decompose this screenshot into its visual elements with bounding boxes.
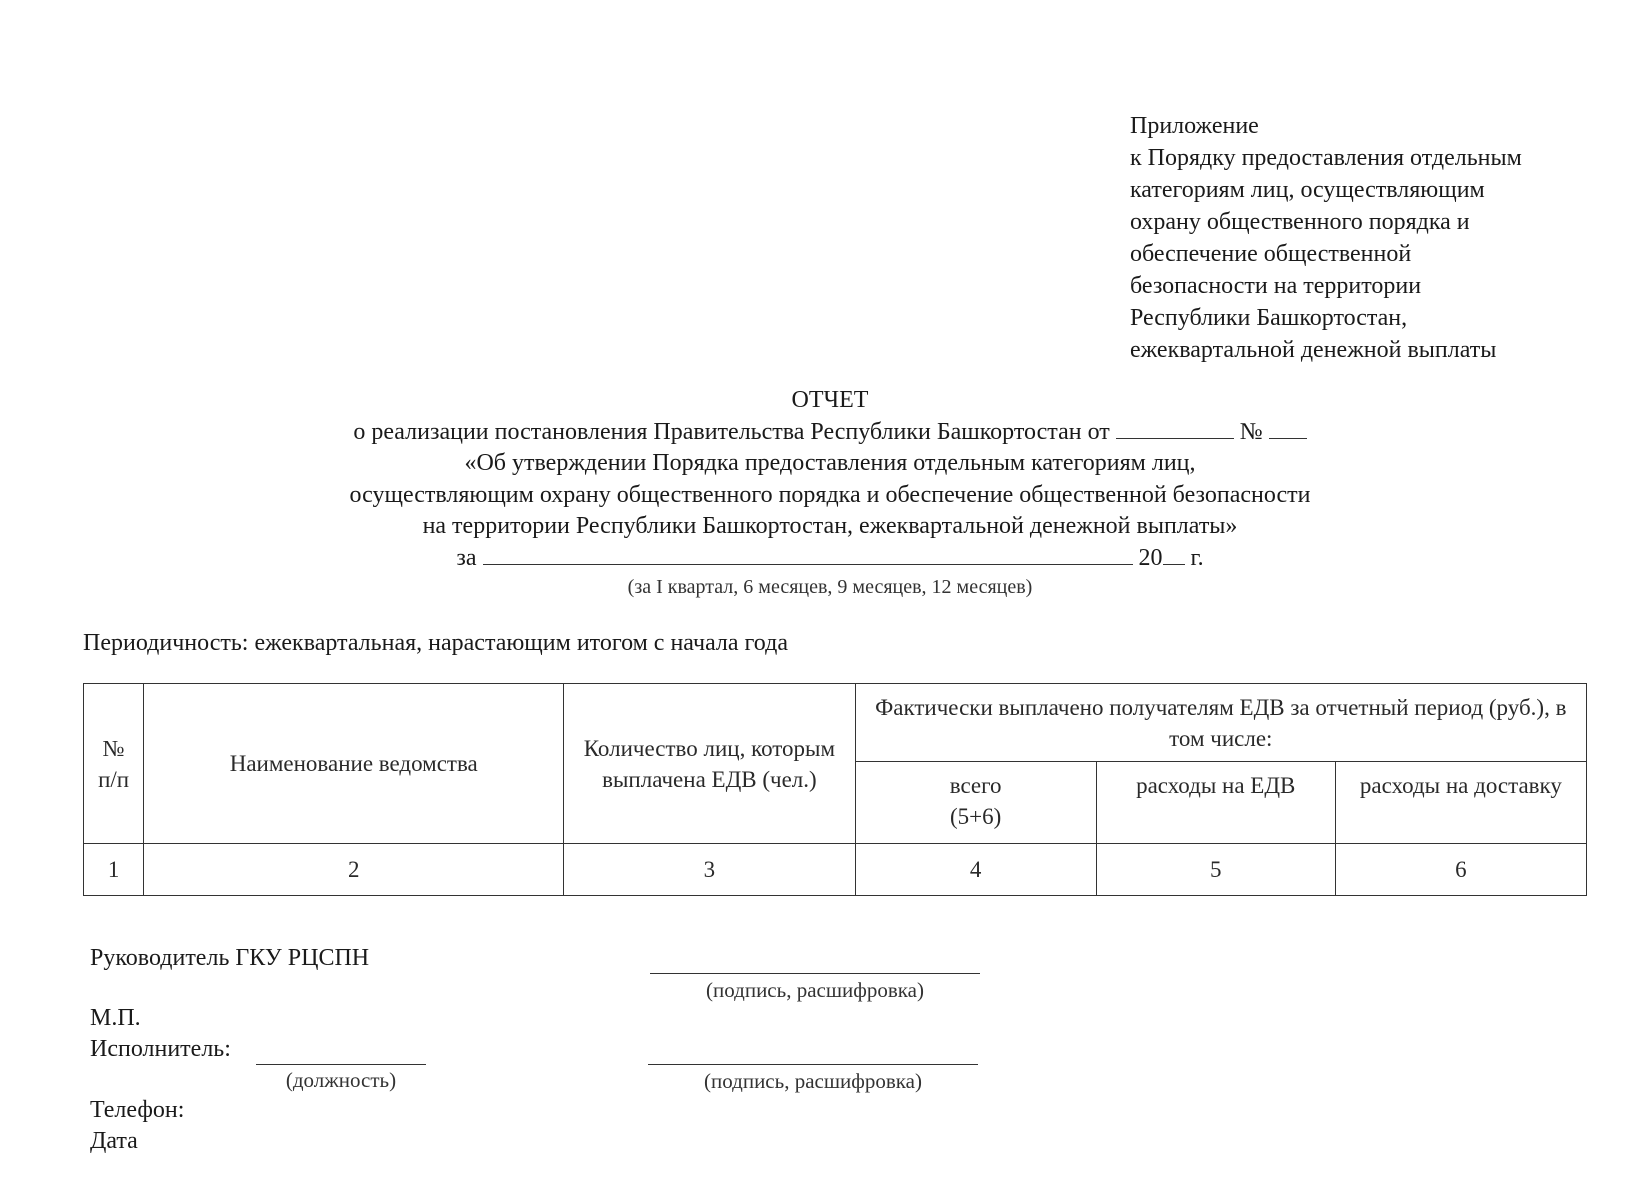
phone-label: Телефон: [90,1097,185,1123]
table-header-row [84,684,1587,762]
head-label: Руководитель ГКУ РЦСПН [90,945,370,971]
column-number-cell: 1 [84,844,144,896]
header-total-formula: (5+6) [949,804,1002,829]
header-delivery-expenses: расходы на доставку [1335,762,1586,844]
stamp-label: М.П. [90,1005,141,1031]
report-title-line-2: «Об утверждении Порядка предоставления отдельным категориям лиц, [464,450,1196,476]
year-prefix: 20 [1138,544,1163,571]
report-heading: ОТЧЕТ [791,387,869,413]
header-persons: Количество лиц, которым выплачена ЕДВ (чел.) [564,684,855,844]
header-edv-expenses: расходы на ЕДВ [1096,762,1335,844]
appendix-line: охрану общественного порядка и [1130,209,1470,235]
head-signature-line [650,973,980,974]
year-blank [1163,546,1185,565]
column-number-cell: 6 [1335,844,1586,896]
decree-number-blank [1269,420,1307,439]
header-total [855,762,1096,844]
header-num [84,684,144,844]
periodicity-text: Периодичность: ежеквартальная, нарастающим итогом с начала года [83,630,788,656]
year-suffix: г. [1190,544,1204,571]
column-number-cell: 4 [855,844,1096,896]
executor-signature-caption: (подпись, расшифровка) [704,1069,922,1093]
header-paid-group: Фактически выплачено получателям ЕДВ за отчетный период (руб.), в том числе: [855,684,1586,762]
report-title-block [200,385,1460,600]
date-label: Дата [90,1128,138,1154]
appendix-line: Приложение [1130,113,1259,139]
executor-signature-line [648,1064,978,1065]
appendix-line: к Порядку предоставления отдельным [1130,145,1522,171]
column-number-cell: 5 [1096,844,1335,896]
header-total-label: всего [949,773,1002,798]
table-row [84,844,1587,896]
appendix-line: Республики Башкортостан, [1130,305,1408,331]
appendix-line: безопасности на территории [1130,273,1422,299]
report-title-line-4: на территории Республики Башкортостан, ежеквартальной денежной выплаты» [422,513,1238,539]
appendix-line: категориям лиц, осуществляющим [1130,177,1485,203]
executor-label: Исполнитель: [90,1036,231,1062]
head-signature-caption: (подпись, расшифровка) [706,978,924,1002]
appendix-line: обеспечение общественной [1130,241,1412,267]
appendix-line: ежеквартальной денежной выплаты [1130,337,1497,363]
decree-text: о реализации постановления Правительства Республики Башкортостан от [353,418,1110,445]
number-sign: № [1239,418,1263,445]
column-number-cell: 3 [564,844,855,896]
report-period-line [200,543,1460,575]
period-hint: (за I квартал, 6 месяцев, 9 месяцев, 12 месяцев) [627,576,1033,598]
column-number-cell: 2 [144,844,564,896]
period-prefix: за [456,544,477,571]
period-blank [483,546,1133,565]
report-title-line-3: осуществляющим охрану общественного порядка и обеспечение общественной безопасности [349,481,1311,508]
report-title-line-1 [200,417,1460,449]
appendix-block [1130,110,1610,366]
header-department: Наименование ведомства [144,684,564,844]
decree-date-blank [1116,420,1234,439]
executor-position-caption: (должность) [285,1068,397,1092]
header-num-label: № п/п [98,735,130,792]
report-table [83,683,1587,896]
executor-position-line [256,1064,426,1065]
